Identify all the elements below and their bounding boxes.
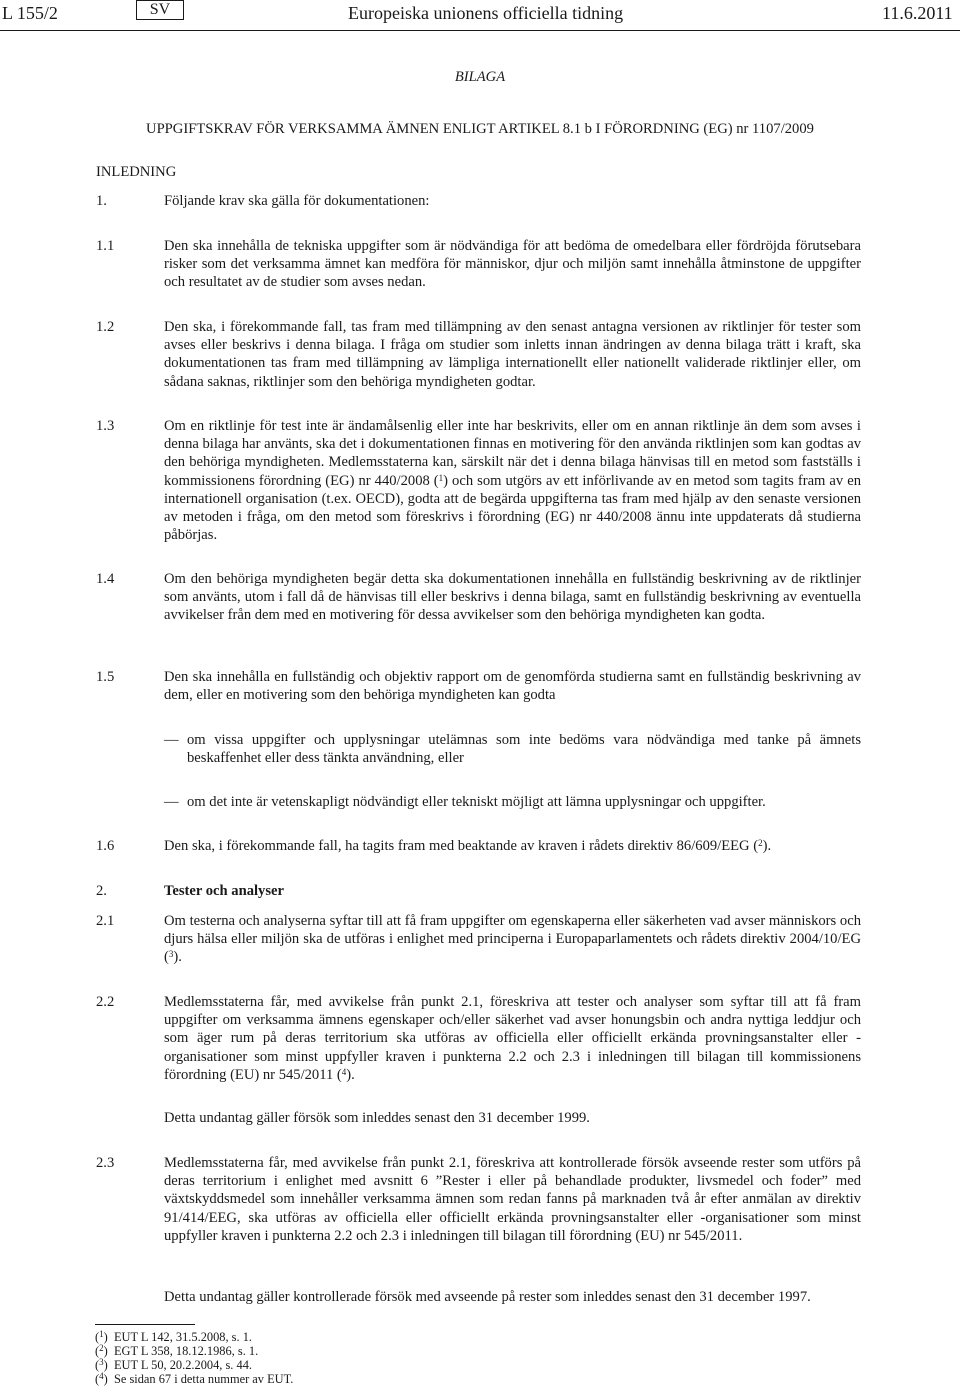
- paragraph-note: Detta undantag gäller kontrollerade försök med avseende på rester som inleddes senast den 31 december 1997.: [164, 1289, 811, 1305]
- bullet-item: om vissa uppgifter och upplysningar utelämnas som inte bedöms vara nödvändiga med tanke på ämnets beskaffenhet eller dess tänkta användning, eller: [187, 732, 861, 767]
- text-part: ).: [346, 1066, 355, 1083]
- paragraph-number: 1.1: [96, 238, 115, 254]
- footnote-ref[interactable]: 1: [438, 472, 444, 483]
- bullet-dash: —: [164, 794, 179, 810]
- paragraph-text: Den ska innehålla en fullständig och objektiv rapport om de genomförda studierna samt en fullständig beskrivning av dem, eller en motivering som den behöriga myndigheten kan godta: [164, 669, 861, 704]
- paragraph-text: [164, 417, 861, 544]
- footnote-text: EGT L 358, 18.12.1986, s. 1.: [113, 1344, 259, 1358]
- paragraph-number: 1.2: [96, 319, 115, 335]
- paragraph-text: [164, 912, 861, 967]
- footnote: ($^2$) EGT L 358, 18.12.1986, s. 1.: [95, 1343, 259, 1358]
- footnote-ref[interactable]: 3: [168, 949, 174, 960]
- paragraph-text: Medlemsstaterna får, med avvikelse från punkt 2.1, föreskriva att kontrollerade försök avseende rester som utförs på deras territorium i enlighet med avsnitt 6 ”Rester i eller på behandlade produkter, livsmedel och foder” med växtskyddsmedel som innehåller verksamma ämnen som redan fanns på marknaden två år efter anmälan av direktiv 91/414/EEG, ska utföras av officiella eller officiellt erkända provningsanstalter eller -organisationer som minst uppfyller kraven i punkterna 2.2 och 2.3 i inledningen till bilagan till förordning (EU) nr 545/2011.: [164, 1155, 861, 1244]
- footnote: ($^4$) Se sidan 67 i detta nummer av EUT.: [95, 1371, 294, 1386]
- footnote-text: EUT L 142, 31.5.2008, s. 1.: [113, 1330, 252, 1344]
- text-part: Medlemsstaterna får, med avvikelse från punkt 2.1, föreskriva att tester och analyser som syftar till att få fram uppgifter om verksamma ämnens egenskaper och/eller säkerhet vad avser honungsbin och andra nyttiga leddjur och som äger rum på deras territorium ska utföras av officiella eller officiellt erkända provningsanstalter eller -organisationer som minst uppfyller kraven i punkterna 2.2 och 2.3 i inledningen till bilagan till kommissionens förordning (EU) nr 545/2011 (: [164, 994, 861, 1083]
- footnote-number: 2: [99, 1343, 104, 1353]
- section-text: Följande krav ska gälla för dokumentationen:: [164, 193, 430, 209]
- footnote: ($^1$) EUT L 142, 31.5.2008, s. 1.: [95, 1329, 252, 1344]
- paragraph-number: 2.2: [96, 994, 115, 1010]
- paragraph-number: 2.1: [96, 913, 115, 929]
- footnote: ($^3$) EUT L 50, 20.2.2004, s. 44.: [95, 1357, 252, 1372]
- paragraph-number: 2.3: [96, 1155, 115, 1171]
- paragraph-number: 1.5: [96, 669, 115, 685]
- paragraph-text: [164, 993, 861, 1084]
- main-title: UPPGIFTSKRAV FÖR VERKSAMMA ÄMNEN ENLIGT ARTIKEL 8.1 b I FÖRORDNING (EG) nr 1107/2009: [146, 121, 814, 137]
- section-number: 2.: [96, 883, 107, 899]
- language-badge: SV: [136, 0, 184, 20]
- paragraph-number: 1.4: [96, 571, 115, 587]
- page-reference: L 155/2: [2, 3, 58, 23]
- footnote-number: 3: [99, 1357, 104, 1367]
- text-part: ) och som utgörs av ett införlivande av en metod som tagits fram av en internationell organisation (t.ex. OECD), godta att de begärda uppgifterna tas fram med hjälp av den senaste versionen av metoden i fråga, om den metod som föreskrivs i förordning (EG) nr 440/2008 ännu inte uppdaterats då studierna påbörjas.: [164, 472, 861, 544]
- footnote-text: Se sidan 67 i detta nummer av EUT.: [113, 1372, 294, 1386]
- footnote-ref[interactable]: 4: [341, 1066, 347, 1077]
- text-part: Om testerna och analyserna syftar till att få fram uppgifter om egenskaperna eller säkerheten vad avser människors och djurs hälsa eller miljön ska de utföras i enlighet med principerna i Europaparlamentets och rådets direktiv 2004/10/EG (: [164, 913, 861, 966]
- footnote-number: 4: [99, 1371, 104, 1381]
- intro-heading: INLEDNING: [96, 164, 177, 180]
- footnote-number: 1: [99, 1329, 104, 1339]
- text-part: ).: [173, 949, 182, 966]
- paragraph-text: Om den behöriga myndigheten begär detta ska dokumentationen innehålla en fullständig beskrivning av de riktlinjer som använts, utom i fall då de hänvisas till eller beskrivs i denna bilaga, samt en fullständig beskrivning av eventuella avvikelser från dem med en motivering för dessa avvikelser som den behöriga myndigheten kan godta.: [164, 571, 861, 624]
- paragraph-text: Den ska, i förekommande fall, tas fram med tillämpning av den senast antagna versionen av riktlinjer för tester som avses eller beskrivs i denna bilaga. I fråga om studier som inletts innan ändringen av denna bilaga trätt i kraft, ska dokumentationen tas fram med tillämpning av lämpliga internationellt eller nationellt validerade riktlinjer eller, om sådana saknas, riktlinjer som den behöriga myndigheten godtar.: [164, 319, 861, 390]
- journal-title: Europeiska unionens officiella tidning: [348, 3, 624, 23]
- text-part: Om en riktlinje för test inte är ändamålsenlig eller inte har beskrivits, eller om en annan riktlinje än dem som avses i denna bilaga har använts, ska det i dokumentationen finnas en motivering för den använda riktlinjen som kan godtas av den behöriga myndigheten. Medlemsstaterna kan, särskilt när det i denna bilaga hänvisas till en metod som fastställs i kommissionens förordning (EG) nr 440/2008 (: [164, 418, 861, 489]
- footnote-separator: [95, 1324, 195, 1325]
- footnote-ref[interactable]: 2: [758, 838, 763, 848]
- header-rule: [0, 30, 960, 31]
- text-part: Den ska, i förekommande fall, ha tagits fram med beaktande av kraven i rådets direktiv 86/609/EEG (: [164, 838, 759, 854]
- bullet-item: om det inte är vetenskapligt nödvändigt eller tekniskt möjligt att lämna upplysningar och uppgifter.: [187, 794, 766, 810]
- paragraph-text: Den ska innehålla de tekniska uppgifter som är nödvändiga för att bedöma de omedelbara eller fördröjda förutsebara risker som det verksamma ämnet kan medföra för människor, djur och miljön samt innehålla åtminstone de uppgifter och resultatet av de studier som avses nedan.: [164, 238, 861, 291]
- publication-date: 11.6.2011: [882, 3, 953, 23]
- bullet-dash: —: [164, 732, 179, 748]
- paragraph-text: [164, 837, 861, 855]
- annex-title: BILAGA: [454, 69, 506, 85]
- footnote-text: EUT L 50, 20.2.2004, s. 44.: [113, 1358, 252, 1372]
- paragraph-number: 1.6: [96, 838, 115, 854]
- paragraph-note: Detta undantag gäller försök som inleddes senast den 31 december 1999.: [164, 1110, 590, 1126]
- section-number: 1.: [96, 193, 107, 209]
- paragraph-number: 1.3: [96, 418, 115, 434]
- section-title: Tester och analyser: [164, 883, 284, 899]
- text-part: ).: [762, 838, 772, 854]
